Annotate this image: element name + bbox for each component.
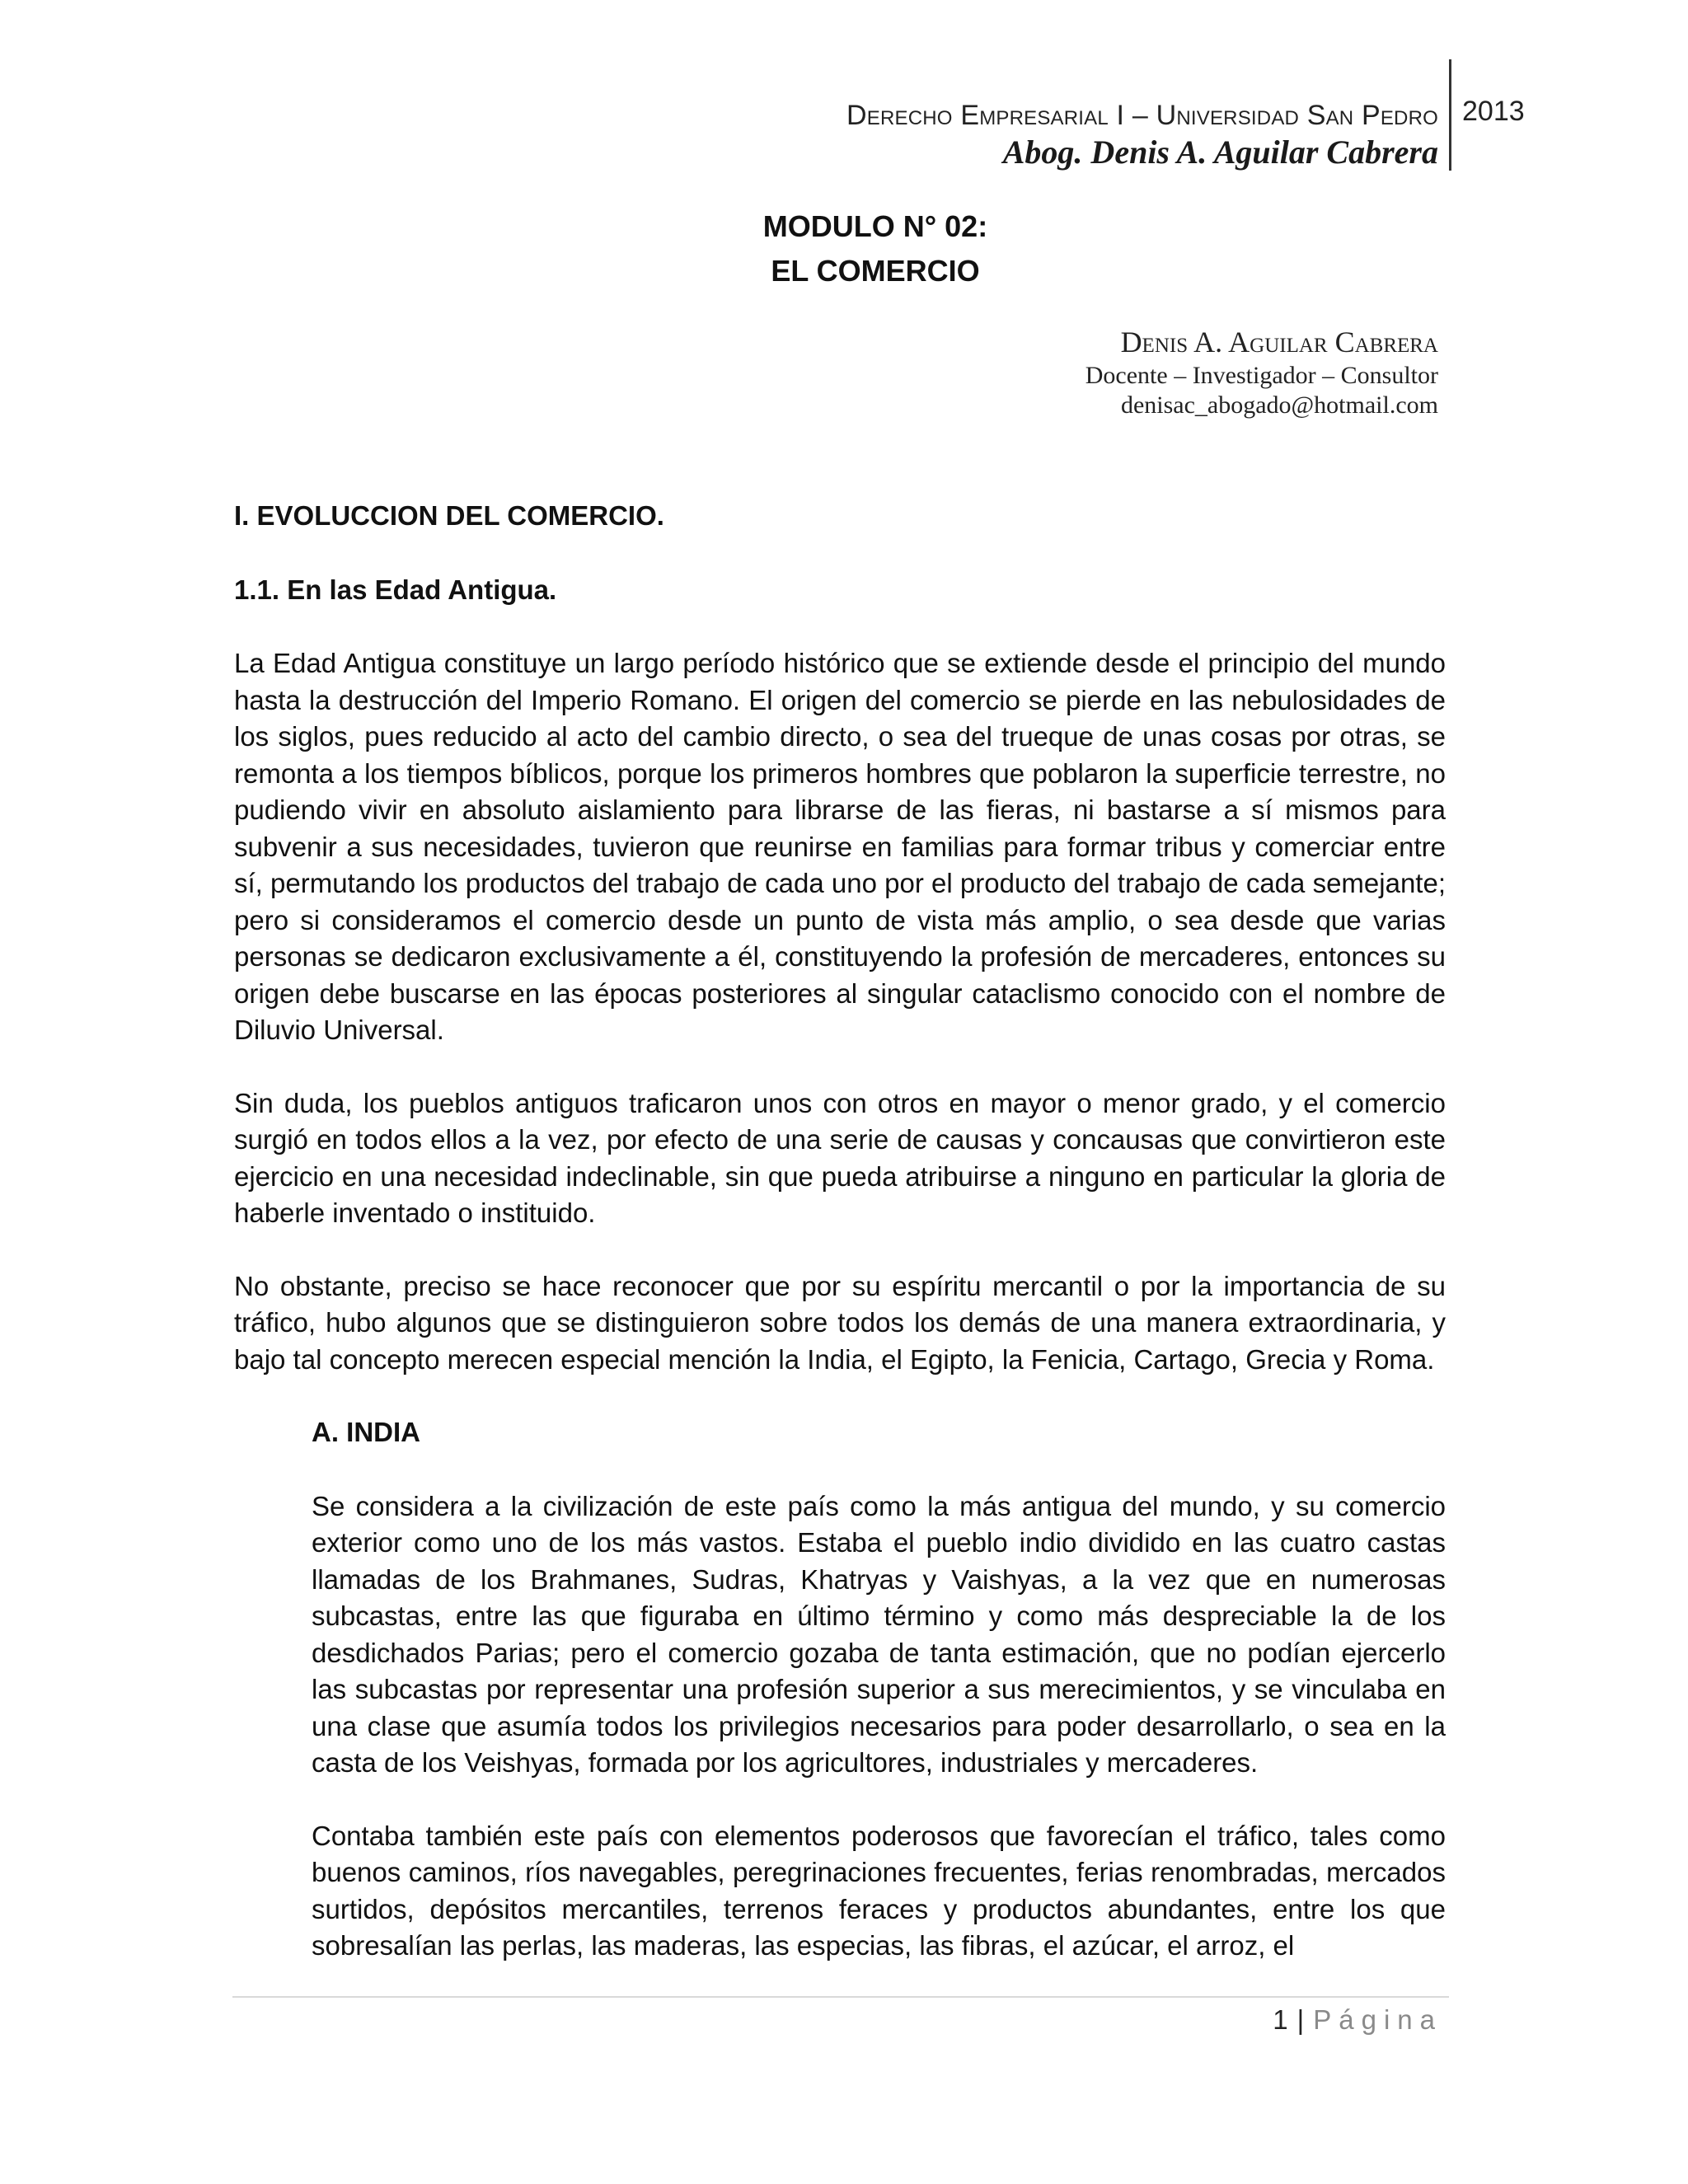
header-divider: [1449, 59, 1451, 171]
header-author: Abog. Denis A. Aguilar Cabrera: [1002, 134, 1438, 171]
author-block: [1085, 323, 1438, 420]
header-course: Derecho Empresarial I – Universidad San Pedro: [846, 100, 1438, 131]
header-year: 2013: [1462, 96, 1525, 127]
author-email: denisac_abogado@hotmail.com: [1120, 391, 1438, 419]
india-paragraph-2: Contaba también este país con elementos poderosos que favorecían el tráfico, tales como buenos caminos, ríos navegables, peregrinaciones frecuentes, ferias renombradas, mercados surtidos, depósitos mercantiles, terrenos feraces y productos abundantes, entre los que sobresalían las perlas, las maderas, las especias, las fibras, el azúcar, el arroz, el: [312, 1820, 1446, 1961]
page-label: Página: [1313, 2004, 1442, 2035]
paragraph-1: La Edad Antigua constituye un largo período histórico que se extiende desde el principio del mundo hasta la destrucción del Imperio Romano. El origen del comercio se pierde en las nebulosidades de los siglos, pues reducido al acto del cambio directo, o sea del trueque de unas cosas por otras, se remonta a los tiempos bíblicos, porque los primeros hombres que poblaron la superficie terrestre, no pudiendo vivir en absoluto aislamiento para librarse de las fieras, ni bastarse a sí mismos para subvenir a sus necesidades, tuvieron que reunirse en familias para formar tribus y comerciar entre sí, permutando los productos del trabajo de cada uno por el producto del trabajo de cada semejante; pero si consideramos el comercio desde un punto de vista más amplio, o sea desde que varias personas se dedicaron exclusivamente a él, constituyendo la profesión de mercaderes, entonces su origen debe buscarse en las épocas posteriores al singular cataclismo conocido con el nombre de Diluvio Universal.: [234, 648, 1446, 1045]
india-heading: A. INDIA: [312, 1417, 420, 1447]
page-footer: [1273, 2004, 1442, 2036]
document-body: [234, 498, 1446, 2001]
title-line-1: MODULO N° 02:: [762, 209, 988, 243]
section-heading: I. EVOLUCCION DEL COMERCIO.: [234, 500, 664, 531]
page-header: [846, 97, 1438, 171]
footer-separator: |: [1296, 2004, 1306, 2035]
author-name: Denis A. Aguilar Cabrera: [1120, 326, 1438, 359]
page-number: 1: [1273, 2004, 1289, 2035]
footer-rule: [232, 1996, 1449, 1998]
author-role: Docente – Investigador – Consultor: [1085, 362, 1438, 389]
title-line-2: EL COMERCIO: [771, 254, 980, 288]
paragraph-2: Sin duda, los pueblos antiguos traficaron unos con otros en mayor o menor grado, y el comercio surgió en todos ellos a la vez, por efecto de una serie de causas y concausas que convirtieron este ejercicio en una necesidad indeclinable, sin que pueda atribuirse a ninguno en particular la gloria de haberle inventado o instituido.: [234, 1087, 1446, 1228]
india-paragraph-1: Se considera a la civilización de este país como la más antigua del mundo, y su comercio exterior como uno de los más vastos. Estaba el pueblo indio dividido en las cuatro castas llamadas de los Brahmanes, Sudras, Khatryas y Vaishyas, a la vez que en numerosas subcastas, entre las que figuraba en último término y como más despreciable la de los desdichados Parias; pero el comercio gozaba de tanta estimación, que no podían ejercerlo las subcastas por representar una profesión superior a sus merecimientos, y se vinculaba en una clase que asumía todos los privilegios necesarios para poder desarrollarlo, o sea en la casta de los Veishyas, formada por los agricultores, industriales y mercaderes.: [312, 1490, 1446, 1778]
page-title: [0, 204, 1688, 293]
paragraph-3: No obstante, preciso se hace reconocer que por su espíritu mercantil o por la importancia de su tráfico, hubo algunos que se distinguieron sobre todos los demás de una manera extraordinaria, y bajo tal concepto merecen especial mención la India, el Egipto, la Fenicia, Cartago, Grecia y Roma.: [234, 1270, 1446, 1375]
subsection-heading: 1.1. En las Edad Antigua.: [234, 574, 557, 605]
